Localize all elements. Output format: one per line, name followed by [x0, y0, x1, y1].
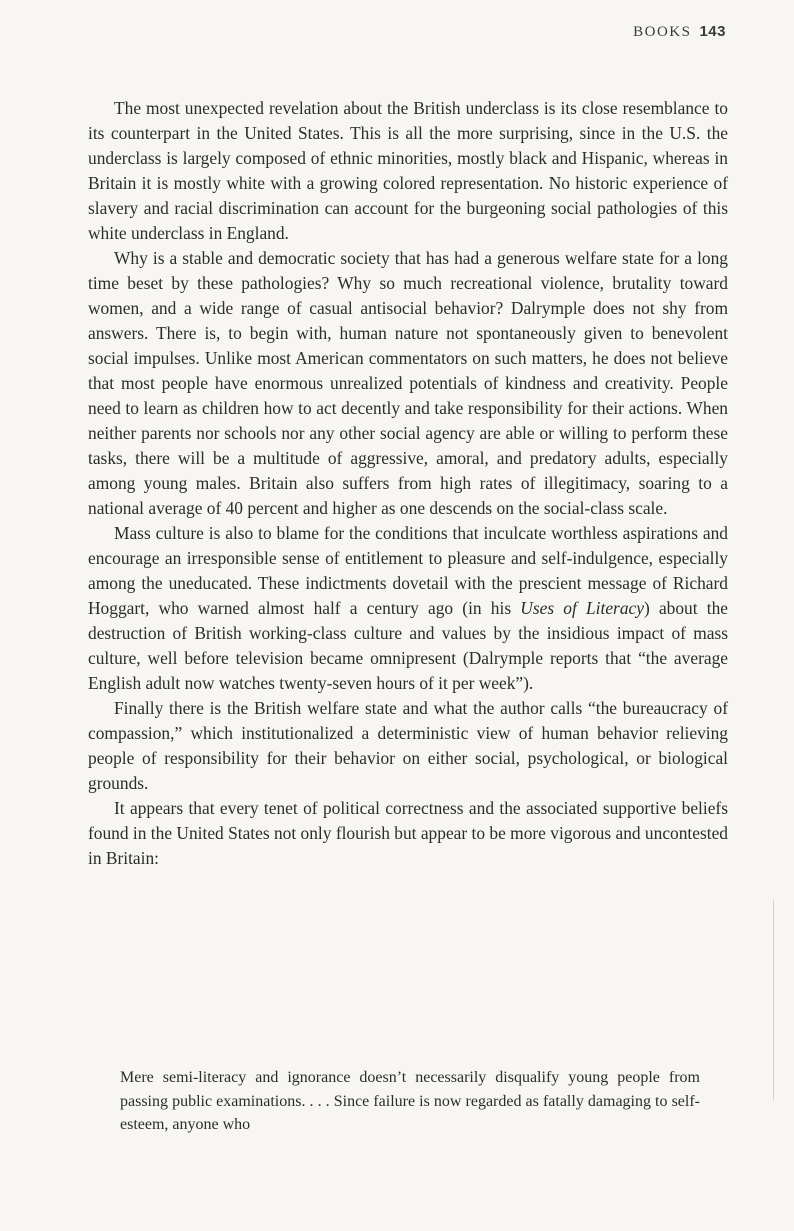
paragraph — [88, 521, 728, 696]
paragraph-text: ) about the destruction of British working-class culture and values by the insidious impact of mass culture, well before television became omnipresent (Dalrymple reports that “the average English adult now watches twenty-seven hours of it per week”). — [88, 598, 729, 693]
paragraph — [88, 96, 728, 246]
paragraph-text: The most unexpected revelation about the British underclass is its close resemblance to its counterpart in the United States. This is all the more surprising, since in the U.S. the underclass is largely composed of ethnic minorities, mostly black and Hispanic, whereas in Britain it is mostly white with a growing colored representation. No historic experience of slavery and racial discrimination can account for the burgeoning social pathologies of this white underclass in England. — [88, 98, 728, 243]
paragraph — [88, 696, 728, 796]
block-quote — [120, 1066, 700, 1137]
paragraph-text: Mass culture is also to blame for the conditions that inculcate worthless aspirations and encourage an irresponsible sense of entitlement to pleasure and self-indulgence, especially among the uneducated. These indictments dovetail with the prescient message of Richard Hoggart, who warned almost half a century ago (in his — [88, 523, 728, 618]
page-number: 143 — [699, 23, 726, 40]
paragraph — [88, 246, 728, 521]
paragraph-text: Finally there is the British welfare state and what the author calls “the bureaucracy of compassion,” which institutionalized a deterministic view of human behavior relieving people of responsibility for their behavior on either social, psychological, or biological grounds. — [88, 698, 728, 793]
running-head-title: BOOKS — [633, 24, 692, 40]
paragraph — [88, 796, 728, 871]
block-quote-text: Mere semi-literacy and ignorance doesn’t necessarily disqualify young people from passing public examinations. . . . Since failure is now regarded as fatally damaging to self-esteem, anyone who — [120, 1069, 700, 1133]
body-text — [88, 96, 728, 871]
scan-edge-line — [773, 900, 774, 1100]
paragraph-text: It appears that every tenet of political correctness and the associated supportive beliefs found in the United States not only flourish but appear to be more vigorous and uncontested in Britain: — [88, 798, 728, 868]
paragraph-text: Why is a stable and democratic society that has had a generous welfare state for a long time beset by these pathologies? Why so much recreational violence, brutality toward women, and a wide range of casual antisocial behavior? Dalrymple does not shy from answers. There is, to begin with, human nature not spontaneously given to benevolent social impulses. Unlike most American commentators on such matters, he does not believe that most people have enormous unrealized potentials of kindness and creativity. People need to learn as children how to act decently and take responsibility for their actions. When neither parents nor schools nor any other social agency are able or willing to perform these tasks, there will be a multitude of aggressive, amoral, and predatory adults, especially among young males. Britain also suffers from high rates of illegitimacy, soaring to a national average of 40 percent and higher as one descends on the social-class scale. — [88, 248, 728, 518]
book-title-italic: Uses of Literacy — [520, 598, 644, 618]
running-head — [633, 22, 726, 41]
